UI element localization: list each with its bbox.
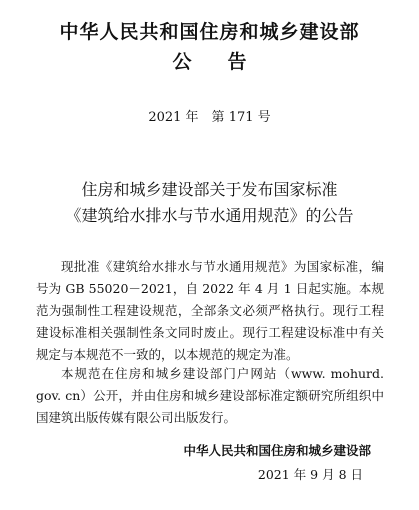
body-paragraph-1: 现批准《建筑给水排水与节水通用规范》为国家标准，编号为 GB 55020－2021，自 2022 年 4 月 1 日起实施。本规范为强制性工程建设规范，全部条文必须严格执行。现行工程建设标准相关强制性条文同时废止。现行工程建设标准中有关规定与本规范不一致的，以本规范的规定为准。 [36, 259, 384, 362]
document-title [0, 177, 419, 229]
announcement-heading: 公告 [172, 51, 283, 73]
ministry-header: 中华人民共和国住房和城乡建设部 [59, 21, 360, 43]
document-title-line-2: 《建筑给水排水与节水通用规范》的公告 [65, 206, 354, 225]
document-title-line-1: 住房和城乡建设部关于发布国家标准 [81, 180, 338, 199]
signature-date: 2021 年 9 月 8 日 [257, 467, 363, 482]
issue-number: 2021 年 第 171 号 [148, 110, 271, 125]
body-paragraph-2: 本规范在住房和城乡建设部门户网站（www. mohurd. gov. cn）公开，并由住房和城乡建设部标准定额研究所组织中国建筑出版传媒有限公司出版发行。 [36, 366, 384, 425]
signature-organization: 中华人民共和国住房和城乡建设部 [183, 443, 371, 458]
